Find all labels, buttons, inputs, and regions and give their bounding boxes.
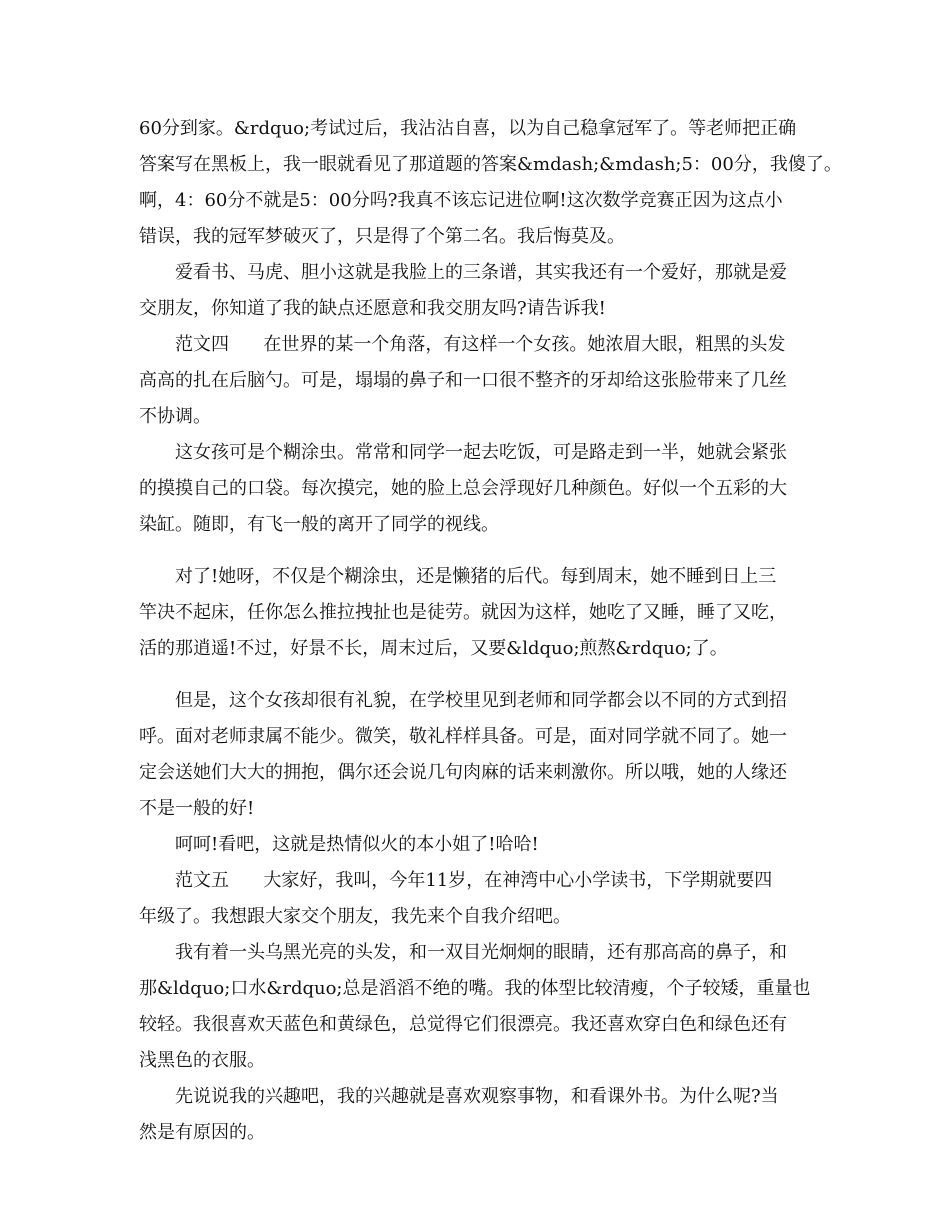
text-line: 浅黑色的衣服。 — [139, 1050, 265, 1071]
text-line: 呼。面对老师隶属不能少。微笑，敬礼样样具备。可是，面对同学就不同了。她一 — [139, 726, 787, 747]
text-line: 不协调。 — [139, 406, 211, 427]
paragraph-first-line: 呵呵!看吧，这就是热情似火的本小姐了!哈哈! — [175, 834, 539, 855]
text-line: 交朋友，你知道了我的缺点还愿意和我交朋友吗?请告诉我! — [139, 298, 606, 319]
text-line: 不是一般的好! — [139, 798, 255, 819]
text-line: 年级了。我想跟大家交个朋友，我先来个自我介绍吧。 — [139, 906, 571, 927]
text-line: 的摸摸自己的口袋。每次摸完，她的脸上总会浮现好几种颜色。好似一个五彩的大 — [139, 478, 787, 499]
paragraph-first-line: 这女孩可是个糊涂虫。常常和同学一起去吃饭，可是路走到一半，她就会紧张 — [175, 442, 787, 463]
paragraph-first-line: 对了!她呀，不仅是个糊涂虫，还是懒猪的后代。每到周末，她不睡到日上三 — [175, 566, 777, 587]
text-line: 染缸。随即，有飞一般的离开了同学的视线。 — [139, 514, 499, 535]
paragraph-first-line: 先说说我的兴趣吧，我的兴趣就是喜欢观察事物，和看课外书。为什么呢?当 — [175, 1086, 779, 1107]
text-line: 定会送她们大大的拥抱，偶尔还会说几句肉麻的话来刺激你。所以哦，她的人缘还 — [139, 762, 787, 783]
section-heading-line: 范文四 在世界的某一个角落，有这样一个女孩。她浓眉大眼，粗黑的头发 — [175, 334, 786, 355]
text-line: 然是有原因的。 — [139, 1122, 265, 1143]
paragraph-first-line: 但是，这个女孩却很有礼貌，在学校里见到老师和同学都会以不同的方式到招 — [175, 690, 787, 711]
text-line: 较轻。我很喜欢天蓝色和黄绿色，总觉得它们很漂亮。我还喜欢穿白色和绿色还有 — [139, 1014, 787, 1035]
text-line: 那&ldquo;口水&rdquo;总是滔滔不绝的嘴。我的体型比较清瘦，个子较矮，重量也 — [139, 978, 811, 999]
text-line: 竿决不起床，任你怎么推拉拽扯也是徒劳。就因为这样，她吃了又睡，睡了又吃， — [139, 602, 787, 623]
text-line: 60分到家。&rdquo;考试过后，我沾沾自喜，以为自己稳拿冠军了。等老师把正确 — [139, 118, 797, 139]
text-line: 答案写在黑板上，我一眼就看见了那道题的答案&mdash;&mdash;5：00分，我傻了。 — [139, 154, 842, 175]
text-line: 高高的扎在后脑勺。可是，塌塌的鼻子和一口很不整齐的牙却给这张脸带来了几丝 — [139, 370, 787, 391]
text-line: 啊，4：60分不就是5：00分吗?我真不该忘记进位啊!这次数学竞赛正因为这点小 — [139, 190, 783, 211]
text-line: 活的那逍遥!不过，好景不长，周末过后，又要&ldquo;煎熬&rdquo;了。 — [139, 638, 728, 659]
text-line: 错误，我的冠军梦破灭了，只是得了个第二名。我后悔莫及。 — [139, 226, 625, 247]
paragraph-first-line: 爱看书、马虎、胆小这就是我脸上的三条谱，其实我还有一个爱好，那就是爱 — [175, 262, 787, 283]
paragraph-first-line: 我有着一头乌黑光亮的头发，和一双目光炯炯的眼睛，还有那高高的鼻子，和 — [175, 942, 787, 963]
section-heading-line: 范文五 大家好，我叫，今年11岁，在神湾中心小学读书，下学期就要四 — [175, 870, 773, 891]
